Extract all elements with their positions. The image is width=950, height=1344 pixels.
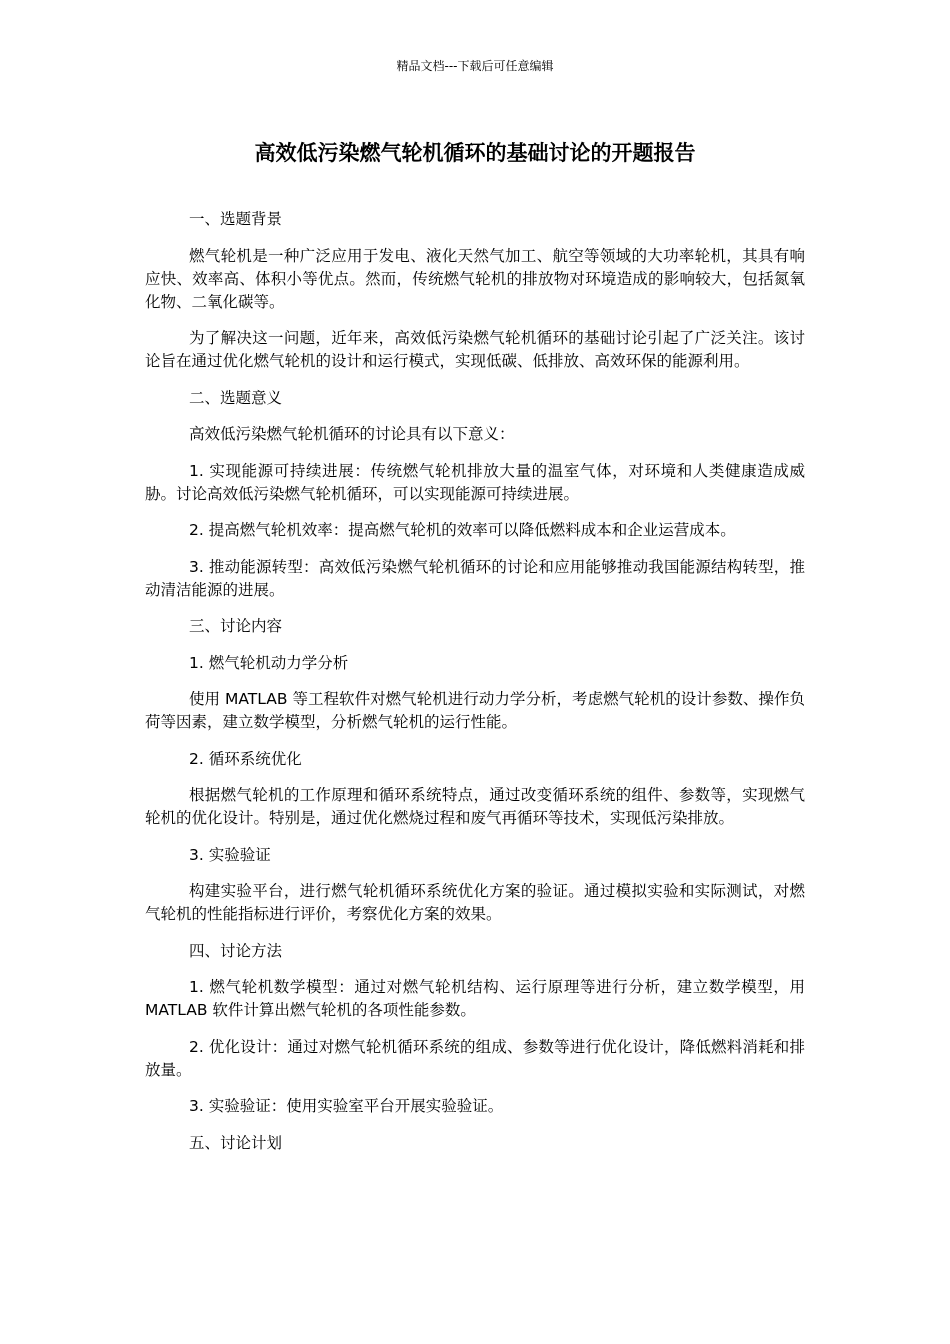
paragraph-dynamics: 使用 MATLAB 等工程软件对燃气轮机进行动力学分析，考虑燃气轮机的设计参数、操作负荷等因素，建立数学模型，分析燃气轮机的运行性能。 bbox=[145, 690, 805, 731]
list-item-significance-1: 1. 实现能源可持续进展：传统燃气轮机排放大量的温室气体，对环境和人类健康造成威胁。讨论高效低污染燃气轮机循环，可以实现能源可持续进展。 bbox=[145, 461, 805, 503]
section-heading-methods: 四、讨论方法 bbox=[189, 941, 283, 960]
list-item-methods-3: 3. 实验验证：使用实验室平台开展实验验证。 bbox=[189, 1097, 504, 1115]
subheading-optimization: 2. 循环系统优化 bbox=[189, 749, 302, 768]
section-heading-background: 一、选题背景 bbox=[189, 210, 283, 228]
section-heading-plan: 五、讨论计划 bbox=[189, 1133, 283, 1152]
list-item-methods-1: 1. 燃气轮机数学模型：通过对燃气轮机结构、运行原理等进行分析，建立数学模型，用 MATLAB 软件计算出燃气轮机的各项性能参数。 bbox=[145, 978, 805, 1019]
paragraph-optimization: 根据燃气轮机的工作原理和循环系统特点，通过改变循环系统的组件、参数等，实现燃气轮机的优化设计。特别是，通过优化燃烧过程和废气再循环等技术，实现低污染排放。 bbox=[145, 786, 805, 827]
document-body bbox=[145, 208, 805, 1168]
list-item-significance-3: 3. 推动能源转型：高效低污染燃气轮机循环的讨论和应用能够推动我国能源结构转型，推动清洁能源的进展。 bbox=[145, 557, 805, 599]
paragraph-significance-intro: 高效低污染燃气轮机循环的讨论具有以下意义： bbox=[189, 425, 515, 443]
list-item-significance-2: 2. 提高燃气轮机效率：提高燃气轮机的效率可以降低燃料成本和企业运营成本。 bbox=[189, 521, 736, 539]
document-title: 高效低污染燃气轮机循环的基础讨论的开题报告 bbox=[254, 141, 696, 165]
subheading-validation: 3. 实验验证 bbox=[189, 845, 271, 864]
subheading-dynamics: 1. 燃气轮机动力学分析 bbox=[189, 653, 349, 672]
paragraph-background-1: 燃气轮机是一种广泛应用于发电、液化天然气加工、航空等领域的大功率轮机，其具有响应快、效率高、体积小等优点。然而，传统燃气轮机的排放物对环境造成的影响较大，包括氮氧化物、二氧化碳等。 bbox=[145, 246, 805, 311]
section-heading-content: 三、讨论内容 bbox=[189, 617, 283, 635]
section-heading-significance: 二、选题意义 bbox=[189, 388, 283, 407]
paragraph-validation: 构建实验平台，进行燃气轮机循环系统优化方案的验证。通过模拟实验和实际测试，对燃气轮机的性能指标进行评价，考察优化方案的效果。 bbox=[145, 882, 805, 923]
paragraph-background-2: 为了解决这一问题，近年来，高效低污染燃气轮机循环的基础讨论引起了广泛关注。该讨论旨在通过优化燃气轮机的设计和运行模式，实现低碳、低排放、高效环保的能源利用。 bbox=[145, 329, 805, 370]
list-item-methods-2: 2. 优化设计：通过对燃气轮机循环系统的组成、参数等进行优化设计，降低燃料消耗和排放量。 bbox=[145, 1037, 805, 1079]
page-header: 精品文档---下载后可任意编辑 bbox=[396, 59, 554, 73]
